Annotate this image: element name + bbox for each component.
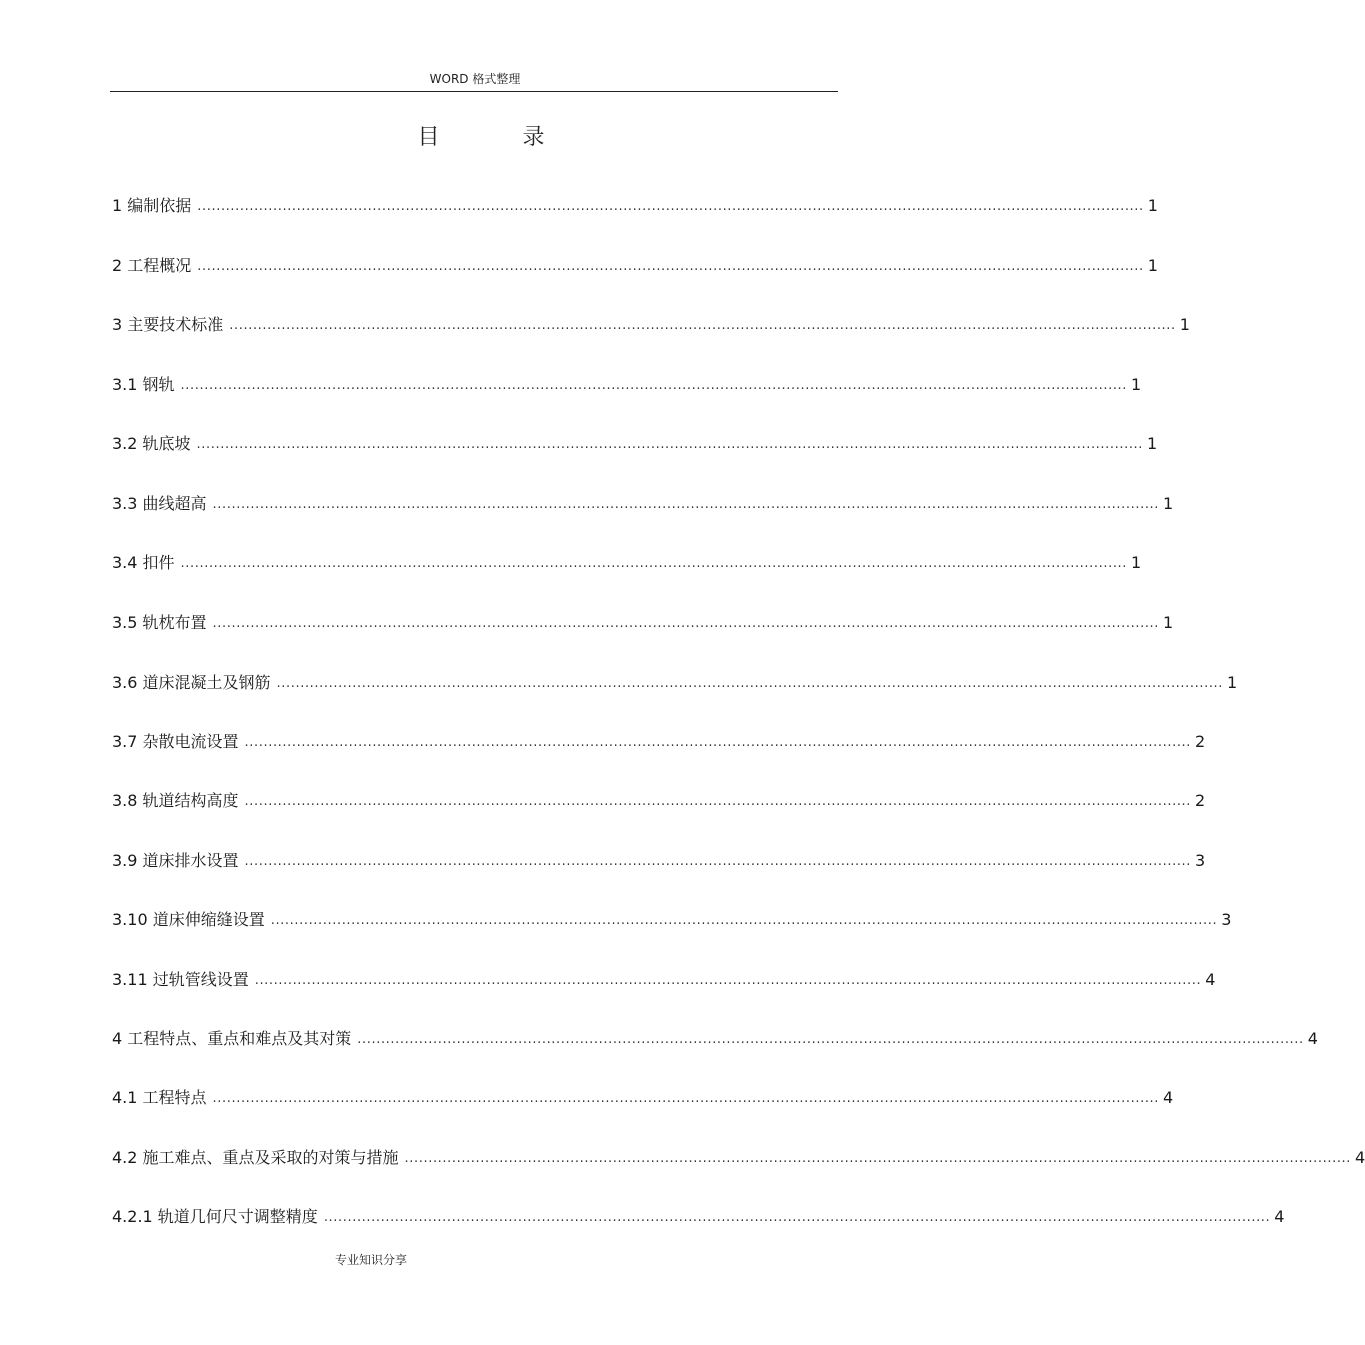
- toc-entry-label: 3.11 过轨管线设置: [112, 970, 249, 989]
- toc-entry[interactable]: [112, 1027, 1318, 1049]
- toc-entry-label: 3.1 钢轨: [112, 375, 175, 394]
- dot-leader: ........................................................................................................................................................................................................: [404, 1151, 1352, 1166]
- toc-entry[interactable]: [112, 373, 1142, 395]
- toc-entry-page-number: 1: [1163, 494, 1174, 513]
- dot-leader: ........................................................................................................................................................................................................: [244, 794, 1192, 809]
- toc-entry[interactable]: [112, 671, 1238, 693]
- toc-entry[interactable]: [112, 1086, 1174, 1108]
- toc-entry[interactable]: [112, 551, 1142, 573]
- toc-entry[interactable]: [112, 313, 1190, 335]
- dot-leader: ........................................................................................................................................................................................................: [254, 973, 1202, 988]
- header-rule: [110, 91, 838, 92]
- toc-entry-page-number: 2: [1195, 732, 1206, 751]
- toc-entry-page-number: 1: [1131, 553, 1142, 572]
- dot-leader: ........................................................................................................................................................................................................: [212, 1091, 1160, 1106]
- page-footer: 专业知识分享: [335, 1253, 408, 1267]
- dot-leader: ........................................................................................................................................................................................................: [197, 199, 1144, 214]
- toc-entry-page-number: 4: [1205, 970, 1216, 989]
- dot-leader: ........................................................................................................................................................................................................: [244, 854, 1192, 869]
- dot-leader: ........................................................................................................................................................................................................: [244, 735, 1192, 750]
- dot-leader: ........................................................................................................................................................................................................: [212, 497, 1160, 512]
- toc-entry[interactable]: [112, 730, 1206, 752]
- toc-entry-label: 2 工程概况: [112, 256, 192, 275]
- dot-leader: ........................................................................................................................................................................................................: [197, 259, 1144, 274]
- toc-entry[interactable]: [112, 849, 1206, 871]
- toc-entry-page-number: 1: [1179, 315, 1190, 334]
- dot-leader: ........................................................................................................................................................................................................: [276, 676, 1224, 691]
- toc-entry[interactable]: [112, 1205, 1285, 1227]
- toc-entry-label: 3.3 曲线超高: [112, 494, 207, 513]
- toc-entry-label: 4.2.1 轨道几何尺寸调整精度: [112, 1207, 318, 1226]
- dot-leader: ........................................................................................................................................................................................................: [323, 1210, 1271, 1225]
- dot-leader: ........................................................................................................................................................................................................: [180, 378, 1128, 393]
- toc-entry-label: 3.4 扣件: [112, 553, 175, 572]
- toc-entry-page-number: 1: [1227, 673, 1238, 692]
- toc-entry-page-number: 4: [1163, 1088, 1174, 1107]
- toc-entry-label: 1 编制依据: [112, 196, 192, 215]
- toc-entry[interactable]: [112, 432, 1158, 454]
- toc-entry-page-number: 1: [1147, 196, 1158, 215]
- dot-leader: ........................................................................................................................................................................................................: [229, 318, 1176, 333]
- dot-leader: ........................................................................................................................................................................................................: [270, 913, 1218, 928]
- toc-entry-label: 4.2 施工难点、重点及采取的对策与措施: [112, 1148, 399, 1167]
- toc-entry-page-number: 1: [1163, 613, 1174, 632]
- toc-entry-page-number: 1: [1147, 256, 1158, 275]
- toc-entry-label: 4.1 工程特点: [112, 1088, 207, 1107]
- toc-entry[interactable]: [112, 611, 1174, 633]
- dot-leader: ........................................................................................................................................................................................................: [357, 1032, 1304, 1047]
- toc-entry[interactable]: [112, 968, 1216, 990]
- toc-entry[interactable]: [112, 789, 1206, 811]
- toc-entry-page-number: 1: [1131, 375, 1142, 394]
- toc-entry-label: 3 主要技术标准: [112, 315, 224, 334]
- toc-entry-label: 4 工程特点、重点和难点及其对策: [112, 1029, 352, 1048]
- dot-leader: ........................................................................................................................................................................................................: [180, 556, 1128, 571]
- toc-entry-label: 3.7 杂散电流设置: [112, 732, 239, 751]
- toc-entry-page-number: 4: [1307, 1029, 1318, 1048]
- toc-entry-label: 3.8 轨道结构高度: [112, 791, 239, 810]
- dot-leader: ........................................................................................................................................................................................................: [196, 437, 1144, 452]
- toc-entry[interactable]: [112, 908, 1232, 930]
- toc-entry-label: 3.5 轨枕布置: [112, 613, 207, 632]
- toc-entry-page-number: 1: [1147, 434, 1158, 453]
- dot-leader: ........................................................................................................................................................................................................: [212, 616, 1160, 631]
- toc-entry-label: 3.10 道床伸缩缝设置: [112, 910, 265, 929]
- toc-entry-page-number: 2: [1195, 791, 1206, 810]
- toc-entry-page-number: 4: [1274, 1207, 1285, 1226]
- toc-entry-page-number: 3: [1195, 851, 1206, 870]
- toc-entry[interactable]: [112, 492, 1174, 514]
- page-header: WORD 格式整理: [429, 72, 521, 86]
- toc-entry[interactable]: [112, 254, 1158, 276]
- toc-entry-label: 3.2 轨底坡: [112, 434, 191, 453]
- toc-title: 目 录: [417, 125, 583, 150]
- toc-entry[interactable]: [112, 1146, 1365, 1168]
- toc-entry-label: 3.6 道床混凝土及钢筋: [112, 673, 271, 692]
- toc-entry[interactable]: [112, 194, 1158, 216]
- toc-entry-label: 3.9 道床排水设置: [112, 851, 239, 870]
- toc-entry-page-number: 3: [1221, 910, 1232, 929]
- toc-entry-page-number: 4: [1355, 1148, 1365, 1167]
